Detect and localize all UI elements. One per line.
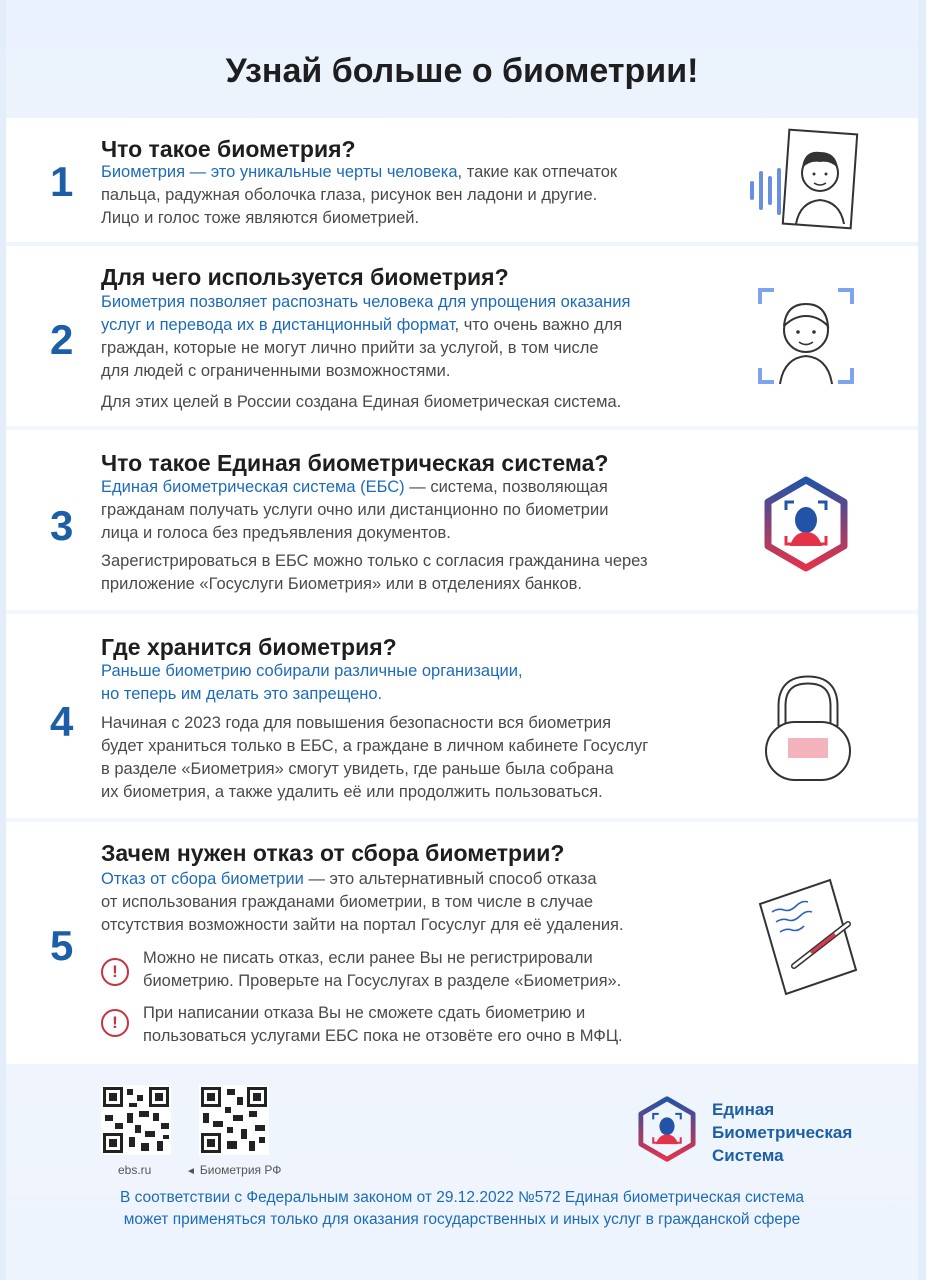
- section-highlight-text: Раньше биометрию собирали различные организации, но теперь им делать это запрещено.: [101, 662, 523, 703]
- section-number: 4: [50, 698, 74, 745]
- section-5: [6, 822, 918, 1064]
- section-3: [6, 430, 918, 610]
- face-voice-icon: [744, 128, 864, 238]
- section-heading: Что такое Единая биометрическая система?: [101, 450, 609, 476]
- section-text: [101, 868, 624, 937]
- warning-text: Можно не писать отказ, если ранее Вы не регистрировали биометрию. Проверьте на Госуслугах в разделе «Биометрия».: [143, 949, 622, 990]
- section-text: [101, 476, 608, 545]
- warning-icon: !: [101, 958, 129, 986]
- telegram-channel-label: Биометрия РФ: [199, 1163, 282, 1177]
- section-number: 2: [50, 316, 74, 363]
- highlight-text: Единая биометрическая система (ЕБС): [101, 478, 405, 496]
- section-1: [6, 118, 918, 242]
- warning-text: При написании отказа Вы не сможете сдать биометрию и пользоваться услугами ЕБС пока не отзовёте его очно в МФЦ.: [143, 1004, 623, 1045]
- qr-code-telegram[interactable]: [199, 1085, 269, 1155]
- section-number: 1: [50, 158, 74, 205]
- ebs-logo: [634, 1094, 700, 1164]
- qr-label-ebs: ebs.ru: [118, 1163, 152, 1177]
- body-text: , такие как отпечаток пальца, радужная оболочка глаза, рисунок вен ладони и другие. Лицо и голос тоже являются биометрией.: [101, 163, 618, 227]
- section-number: 3: [50, 502, 74, 549]
- face-scan-icon: [756, 286, 856, 386]
- logo-text: Единая Биометрическая Система: [712, 1100, 853, 1165]
- section-extra-text: Для этих целей в России создана Единая биометрическая система.: [101, 393, 622, 411]
- lock-icon: [758, 672, 858, 784]
- highlight-text: Отказ от сбора биометрии: [101, 870, 304, 888]
- telegram-icon: ◄: [186, 1166, 196, 1177]
- highlight-text: Биометрия позволяет распознать человека для упрощения оказания услуг и перевода их в дистанционный формат: [101, 293, 631, 334]
- body-text: , что очень важно для граждан, которые не могут лично прийти за услугой, в том числе для людей с ограниченными возможностями.: [101, 316, 623, 380]
- section-2: [6, 246, 918, 426]
- qr-code-icon: [199, 1085, 269, 1155]
- qr-code-icon: [101, 1085, 171, 1155]
- section-heading: Для чего используется биометрия?: [101, 264, 509, 290]
- highlight-text: Биометрия — это уникальные черты человека: [101, 163, 458, 181]
- section-4: [6, 614, 918, 818]
- section-text: [101, 161, 617, 230]
- section-number: 5: [50, 922, 74, 969]
- qr-label-telegram: [186, 1163, 281, 1177]
- section-heading: Зачем нужен отказ от сбора биометрии?: [101, 840, 565, 866]
- body-text: — это альтернативный способ отказа от использования гражданами биометрии, в том числе в случае отсутствия возможности зайти на портал Госуслуг для её удаления.: [101, 870, 624, 934]
- section-extra-text: Зарегистрироваться в ЕБС можно только с согласия гражданина через приложение «Госуслуги Биометрия» или в отделениях банков.: [101, 552, 648, 593]
- warning-icon: !: [101, 1009, 129, 1037]
- ebs-logo-icon: [758, 474, 854, 574]
- section-extra-text: Начиная с 2023 года для повышения безопасности вся биометрия будет храниться только в ЕБС, а граждане в личном кабинете Госуслуг в разделе «Биометрия» смогут увидеть, где раньше была собрана их биометрия, а также удалить её или продолжить пользоваться.: [101, 714, 649, 801]
- section-heading: Где хранится биометрия?: [101, 634, 397, 660]
- qr-code-ebs[interactable]: [101, 1085, 171, 1155]
- page-title: Узнай больше о биометрии!: [225, 52, 699, 90]
- document-pen-icon: [750, 874, 866, 996]
- poster: [6, 0, 918, 1280]
- section-heading: Что такое биометрия?: [101, 136, 356, 162]
- body-text: — система, позволяющая гражданам получать услуги очно или дистанционно по биометрии лица и голоса без предъявления документов.: [101, 478, 609, 542]
- footer-text: В соответствии с Федеральным законом от 29.12.2022 №572 Единая биометрическая система может применяться только для оказания государственных и иных услуг в гражданской сфере: [119, 1189, 805, 1228]
- section-text: [101, 291, 630, 383]
